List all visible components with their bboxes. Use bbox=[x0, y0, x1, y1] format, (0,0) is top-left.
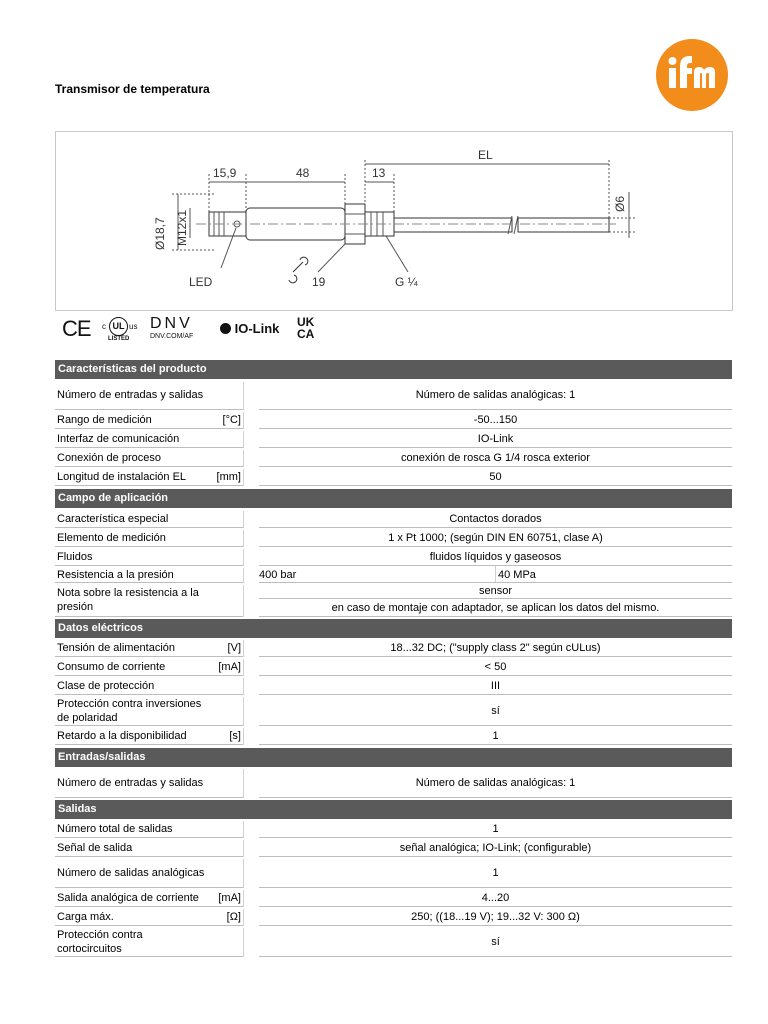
row-label: Rango de medición bbox=[57, 413, 152, 426]
row-value: 50 bbox=[489, 470, 502, 483]
row-label: Característica especial bbox=[57, 512, 169, 525]
row-label: Protección contra cortocircuitos bbox=[57, 928, 143, 955]
table-row bbox=[55, 819, 732, 838]
led-label: LED bbox=[189, 275, 213, 289]
row-label: Conexión de proceso bbox=[57, 451, 161, 464]
row-label: Fluidos bbox=[57, 550, 93, 563]
table-row bbox=[55, 857, 732, 888]
ul-mark-icon: c UL us LISTED bbox=[102, 316, 142, 344]
row-value: fluidos líquidos y gaseosos bbox=[429, 550, 562, 563]
table-row bbox=[55, 888, 732, 907]
table-row bbox=[55, 926, 732, 957]
table-row bbox=[55, 410, 732, 429]
dimension-drawing bbox=[55, 131, 733, 311]
row-value: señal analógica; IO-Link; (configurable) bbox=[399, 841, 592, 854]
svg-text:Ø6: Ø6 bbox=[613, 195, 627, 212]
wrench-size: 19 bbox=[312, 275, 326, 289]
row-unit: [mA] bbox=[218, 660, 241, 673]
thread-label: G ¼ bbox=[395, 275, 418, 289]
row-value: 18...32 DC; ("supply class 2" según cULus) bbox=[390, 641, 601, 654]
iolink-mark-icon: IO-Link bbox=[220, 321, 279, 336]
row-value: sensor bbox=[478, 584, 513, 597]
table-row bbox=[55, 726, 732, 745]
row-value: sí bbox=[491, 704, 500, 717]
row-unit: [V] bbox=[227, 641, 241, 654]
row-label: Interfaz de comunicación bbox=[57, 432, 180, 445]
row-value: 1 x Pt 1000; (según DIN EN 60751, clase A) bbox=[388, 531, 603, 544]
row-unit: [mm] bbox=[216, 470, 241, 483]
section-header: Entradas/salidas bbox=[55, 748, 732, 767]
table-row bbox=[55, 657, 732, 676]
row-value: III bbox=[490, 679, 501, 692]
table-row bbox=[55, 638, 732, 657]
row-label: Salida analógica de corriente bbox=[57, 891, 199, 904]
row-unit: [mA] bbox=[218, 891, 241, 904]
row-label: Resistencia a la presión bbox=[57, 568, 174, 581]
row-label: Número de salidas analógicas bbox=[57, 866, 205, 879]
section-header: Campo de aplicación bbox=[55, 489, 732, 508]
row-value: Número de salidas analógicas: 1 bbox=[415, 776, 576, 789]
table-row bbox=[55, 429, 732, 448]
section-header: Datos eléctricos bbox=[55, 619, 732, 638]
section-header: Salidas bbox=[55, 800, 732, 819]
row-value: 1 bbox=[492, 822, 499, 835]
row-unit: [s] bbox=[229, 729, 241, 742]
row-value-note: en caso de montaje con adaptador, se aplican los datos del mismo. bbox=[331, 601, 660, 614]
table-row bbox=[55, 509, 732, 528]
row-label: Retardo a la disponibilidad bbox=[57, 729, 187, 742]
row-value: conexión de rosca G 1/4 rosca exterior bbox=[401, 451, 590, 464]
table-row bbox=[55, 767, 732, 798]
svg-text:48: 48 bbox=[296, 166, 310, 180]
table-row bbox=[55, 583, 732, 617]
svg-text:15,9: 15,9 bbox=[213, 166, 237, 180]
row-value: sí bbox=[491, 935, 500, 948]
table-row bbox=[55, 907, 732, 926]
dnv-mark-icon: DNV DNV.COM/AF bbox=[150, 315, 194, 340]
row-label: Longitud de instalación EL bbox=[57, 470, 187, 483]
svg-text:EL: EL bbox=[478, 148, 493, 162]
row-label: Tensión de alimentación bbox=[57, 641, 176, 654]
row-label: Señal de salida bbox=[57, 841, 133, 854]
row-unit: [°C] bbox=[222, 413, 241, 426]
row-value: 250; ((18...19 V); 19...32 V: 300 Ω) bbox=[411, 910, 580, 923]
ce-mark-icon: CE bbox=[62, 316, 91, 341]
row-value: < 50 bbox=[484, 660, 507, 673]
row-value: Número de salidas analógicas: 1 bbox=[415, 389, 576, 401]
table-row bbox=[55, 467, 732, 486]
row-value: -50...150 bbox=[473, 413, 518, 426]
row-unit: [Ω] bbox=[226, 910, 241, 923]
row-label: Clase de protección bbox=[57, 679, 155, 692]
row-value: 4...20 bbox=[481, 891, 510, 904]
row-value-mpa: 40 MPa bbox=[495, 566, 732, 583]
row-value-bar: 400 bar bbox=[259, 568, 297, 581]
table-row bbox=[55, 695, 732, 726]
table-row bbox=[55, 528, 732, 547]
table-row bbox=[55, 547, 732, 566]
table-row bbox=[55, 448, 732, 467]
svg-text:13: 13 bbox=[372, 166, 386, 180]
row-label: Nota sobre la resistencia a la presión bbox=[57, 587, 199, 613]
row-value: 1 bbox=[492, 866, 499, 879]
certification-marks bbox=[62, 316, 362, 344]
row-label: Consumo de corriente bbox=[57, 660, 166, 673]
row-label: Número de entradas y salidas bbox=[57, 389, 204, 401]
row-label: Número total de salidas bbox=[57, 822, 173, 835]
section-header: Características del producto bbox=[55, 360, 732, 379]
table-row bbox=[55, 838, 732, 857]
row-label: Número de entradas y salidas bbox=[57, 776, 204, 789]
table-row bbox=[55, 676, 732, 695]
table-row bbox=[55, 380, 732, 410]
ukca-mark-icon: UK CA bbox=[297, 315, 315, 341]
row-value: Contactos dorados bbox=[449, 512, 542, 525]
row-label: Protección contra inversiones de polaridad bbox=[57, 697, 202, 724]
table-row bbox=[55, 566, 732, 583]
svg-text:M12x1: M12x1 bbox=[175, 209, 189, 246]
page-title: Transmisor de temperatura bbox=[55, 82, 210, 96]
row-label: Elemento de medición bbox=[57, 531, 166, 544]
row-label: Carga máx. bbox=[57, 910, 114, 923]
row-value: 1 bbox=[492, 729, 499, 742]
ifm-logo bbox=[654, 38, 730, 112]
svg-text:Ø18,7: Ø18,7 bbox=[153, 217, 167, 250]
row-value: IO-Link bbox=[477, 432, 514, 445]
